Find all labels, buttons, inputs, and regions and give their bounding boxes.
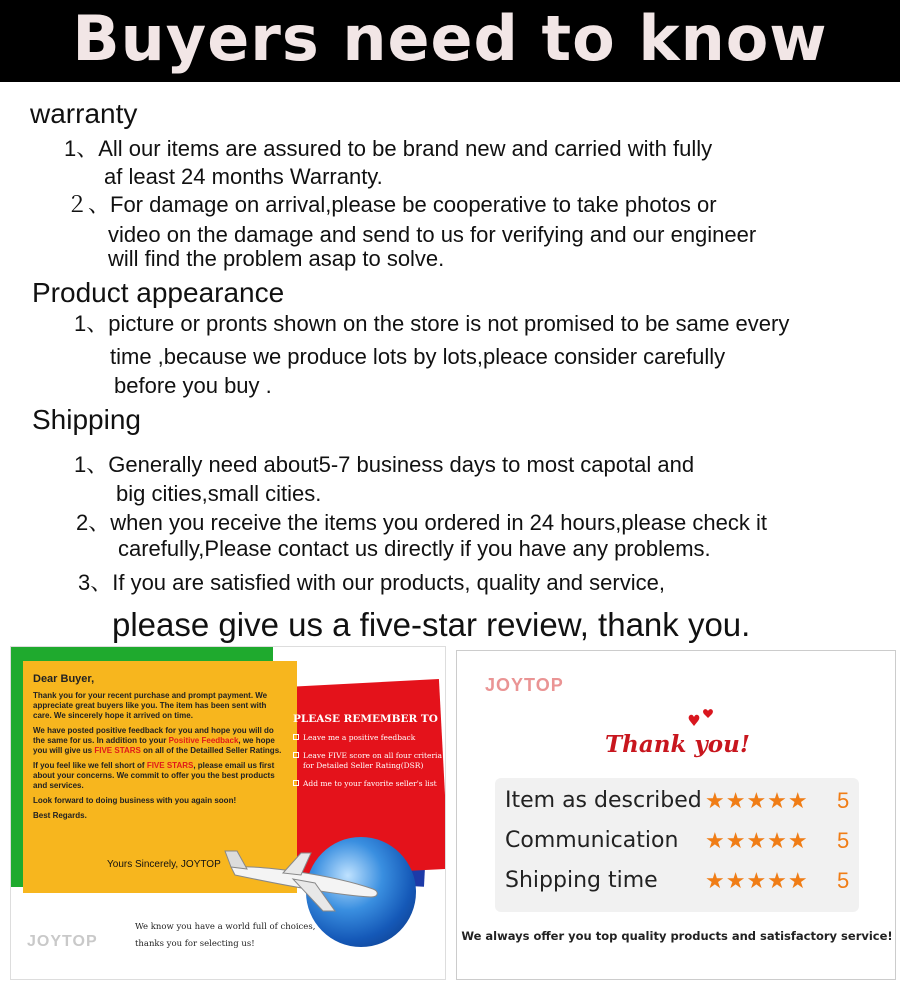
remember-item: Leave FIVE score on all four criteria for Detailed Seller Rating(DSR) — [293, 751, 443, 771]
quality-service-note: We always offer you top quality products and satisfactory service! — [461, 929, 893, 943]
rating-row — [505, 788, 859, 820]
checkbox-icon — [293, 780, 299, 786]
five-star-request: please give us a five-star review, thank you. — [112, 606, 751, 643]
appearance-line: 1、picture or pronts shown on the store is not promised to be same every — [74, 311, 790, 336]
remember-list — [293, 713, 443, 797]
rating-value: 5 — [837, 788, 850, 813]
warranty-line: 1、All our items are assured to be brand new and carried with fully — [64, 136, 713, 161]
rating-value: 5 — [837, 828, 850, 853]
thank-you-card-left — [10, 646, 446, 980]
shipping-line: big cities,small cities. — [116, 481, 322, 506]
rating-row — [505, 868, 859, 900]
header-banner — [0, 0, 900, 82]
star-rating-icon: ★★★★★ — [705, 828, 809, 853]
warranty-heading: warranty — [30, 98, 138, 129]
checkbox-icon — [293, 734, 299, 740]
airplane-icon — [223, 845, 383, 915]
remember-item: Leave me a positive feedback — [293, 733, 443, 743]
letter-paragraph: If you feel like we fell short of FIVE STARS, please email us first about your concerns. We commit to offer you the best products and services. — [33, 761, 275, 790]
seller-ratings — [495, 778, 859, 912]
checkbox-icon — [293, 752, 299, 758]
remember-item: Add me to your favorite seller's list — [293, 779, 443, 789]
rating-label: Communication — [505, 828, 679, 853]
appearance-line: time ,because we produce lots by lots,pleace consider carefully — [110, 344, 726, 369]
letter-signature: Yours Sincerely, JOYTOP — [107, 859, 221, 870]
selection-thanks-note: We know you have a world full of choices, thanks you for selecting us! — [135, 922, 316, 949]
shipping-line: 1、Generally need about5-7 business days to most capotal and — [74, 452, 695, 477]
shipping-line: carefully,Please contact us directly if you have any problems. — [118, 536, 711, 561]
appearance-heading: Product appearance — [32, 277, 285, 308]
letter-paragraph: We have posted positive feedback for you and hope you will do the same for us. In addition to your Positive Feedback, we hope you will give us FIVE STARS on all of the Detailled Seller Ratings. — [33, 726, 282, 755]
appearance-line: before you buy . — [114, 373, 272, 398]
warranty-line: af least 24 months Warranty. — [104, 164, 383, 189]
rating-label: Item as described — [505, 788, 702, 813]
thank-you-card-right — [456, 650, 896, 980]
thank-you-script: Thank you! — [605, 731, 750, 758]
letter-paragraph: Thank you for your recent purchase and prompt payment. We appreciate great buyers like you. The item has been sent with care. We sincerely hope it arrived on time. — [33, 691, 268, 720]
star-rating-icon: ★★★★★ — [705, 868, 809, 893]
letter-regards: Best Regards. — [33, 811, 87, 820]
shipping-line: 2、when you receive the items you ordered in 24 hours,please check it — [76, 510, 767, 535]
warranty-line: will find the problem asap to solve. — [108, 246, 445, 271]
star-rating-icon: ★★★★★ — [705, 788, 809, 813]
shipping-line: 3、If you are satisfied with our products, quality and service, — [78, 570, 665, 595]
warranty-line: ２、For damage on arrival,please be cooperative to take photos or — [66, 192, 717, 217]
warranty-line: video on the damage and send to us for verifying and our engineer — [108, 222, 757, 247]
rating-row — [505, 828, 859, 860]
brand-logo: JOYTOP — [485, 675, 564, 695]
rating-label: Shipping time — [505, 868, 658, 893]
letter-greeting: Dear Buyer, — [33, 673, 95, 685]
letter-paragraph: Look forward to doing business with you again soon! — [33, 796, 237, 805]
banner-title: Buyers need to know — [72, 2, 828, 75]
brand-logo: JOYTOP — [27, 933, 98, 950]
rating-value: 5 — [837, 868, 850, 893]
remember-title: PLEASE REMEMBER TO — [293, 713, 438, 725]
shipping-heading: Shipping — [32, 404, 141, 435]
